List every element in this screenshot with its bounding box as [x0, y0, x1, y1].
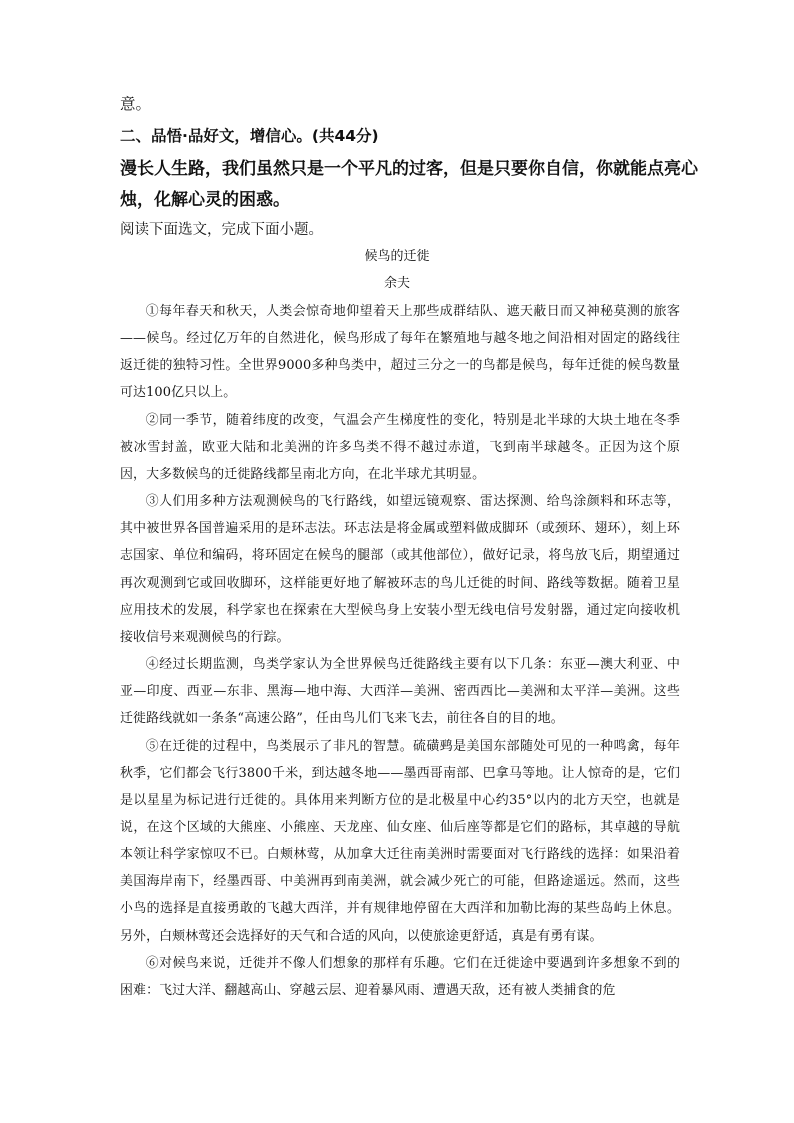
article-body — [120, 298, 680, 1004]
article-title: 候鸟的迁徙 — [364, 249, 430, 264]
text-fragment: 意。 — [120, 95, 152, 113]
article-paragraph: ⑥对候鸟来说，迁徙并不像人们想象的那样有乐趣。它们在迁徙途中要遇到许多想象不到的困难：飞过大洋、翻越高山、穿越云层、迎着暴风雨、遭遇天敌，还有被人类捕食的危 — [120, 955, 680, 998]
article-paragraph: ①每年春天和秋天，人类会惊奇地仰望着天上那些成群结队、遮天蔽日而又神秘莫测的旅客——候鸟。经过亿万年的自然进化，候鸟形成了每年在繁殖地与越冬地之间沿相对固定的路线往返迁徙的独特习性。全世界9000多种鸟类中，超过三分之一的鸟都是候鸟，每年迁徙的候鸟数量可达100亿只以上。 — [120, 304, 680, 401]
intro-line: 漫长人生路，我们虽然只是一个平凡的过客，但是只要你自信，你就能点亮心 — [120, 159, 698, 179]
section-heading: 二、品悟·品好文，增信心。(共44分) — [120, 127, 379, 145]
intro-line: 烛，化解心灵的困惑。 — [120, 190, 290, 210]
article-paragraph: ⑤在迁徙的过程中，鸟类展示了非凡的智慧。硫磺鹀是美国东部随处可见的一种鸣禽，每年秋季，它们都会飞行3800千米，到达越冬地——墨西哥南部、巴拿马等地。让人惊奇的是，它们是以星星为标记进行迁徙的。具体用来判断方位的是北极星中心约35°以内的北方天空，也就是说，在这个区域的大熊座、小熊座、天龙座、仙女座、仙后座等都是它们的路标，其卓越的导航本领让科学家惊叹不已。白颊林莺，从加拿大迁往南美洲时需要面对飞行路线的选择：如果沿着美国海岸南下，经墨西哥、中美洲再到南美洲，就会减少死亡的可能，但路途遥远。然而，这些小鸟的选择是直接勇敢的飞越大西洋，并有规律地停留在大西洋和加勒比海的某些岛屿上休息。另外，白颊林莺还会选择好的天气和合适的风向，以使旅途更舒适，真是有勇有谋。 — [120, 738, 680, 944]
article-author: 余夫 — [383, 276, 410, 291]
article-paragraph: ②同一季节，随着纬度的改变，气温会产生梯度性的变化，特别是北半球的大块土地在冬季被冰雪封盖，欧亚大陆和北美洲的许多鸟类不得不越过赤道，飞到南半球越冬。正因为这个原因，大多数候鸟的迁徙路线都呈南北方向，在北半球尤其明显。 — [120, 412, 680, 482]
reading-instruction: 阅读下面选文，完成下面小题。 — [120, 222, 323, 238]
article-paragraph: ④经过长期监测，鸟类学家认为全世界候鸟迁徙路线主要有以下几条：东亚—澳大利亚、中亚—印度、西亚—东非、黑海—地中海、大西洋—美洲、密西西比—美洲和太平洋—美洲。这些迁徙路线就如一条条“高速公路”，任由鸟儿们飞来飞去，前往各自的目的地。 — [120, 657, 680, 727]
article-paragraph: ③人们用多种方法观测候鸟的飞行路线，如望远镜观察、雷达探测、给鸟涂颜料和环志等，其中被世界各国普遍采用的是环志法。环志法是将金属或塑料做成脚环（或颈环、翅环），刻上环志国家、单位和编码，将环固定在候鸟的腿部（或其他部位），做好记录，将鸟放飞后，期望通过再次观测到它或回收脚环，这样能更好地了解被环志的鸟儿迁徙的时间、路线等数据。随着卫星应用技术的发展，科学家也在探索在大型候鸟身上安装小型无线电信号发射器，通过定向接收机接收信号来观测候鸟的行踪。 — [120, 494, 680, 645]
